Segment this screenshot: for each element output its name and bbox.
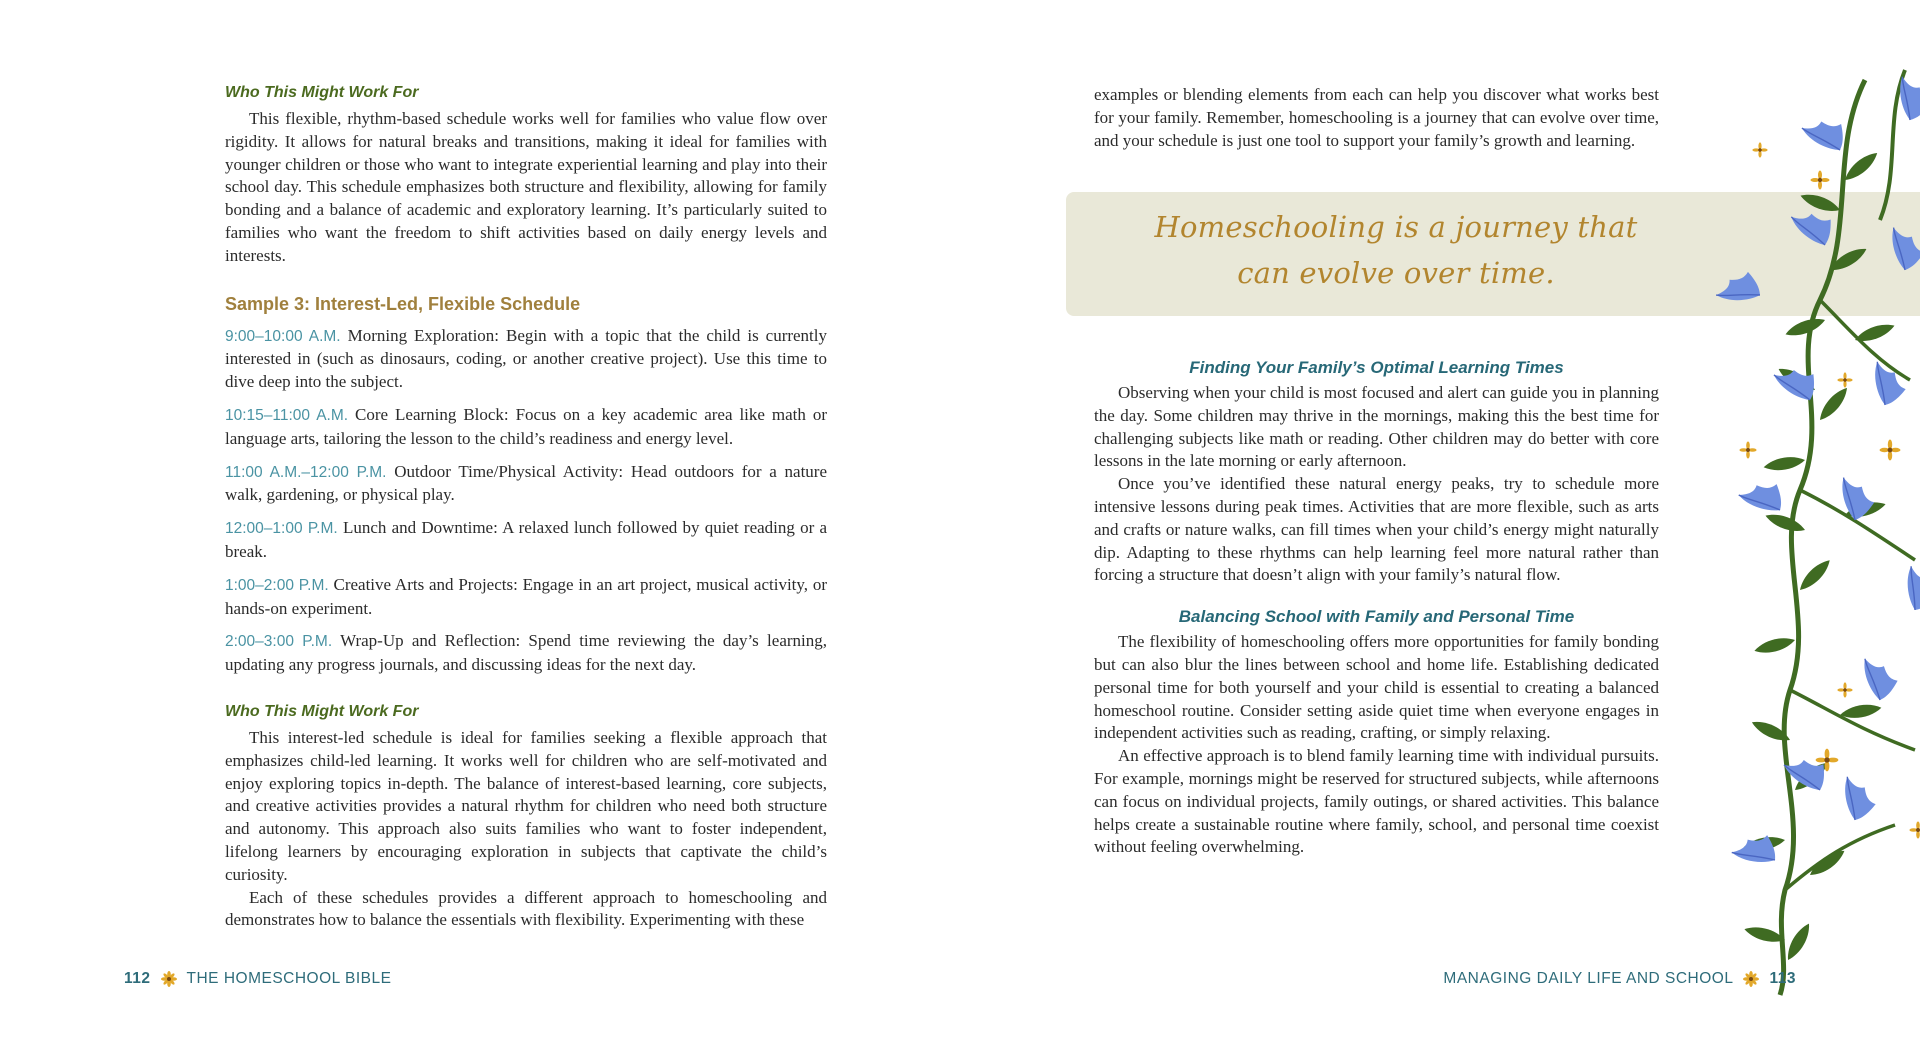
schedule-text: Lunch and Downtime: A relaxed lunch followed by quiet reading or a break. xyxy=(225,518,828,561)
schedule-text: Core Learning Block: Focus on a key academic area like math or language arts, tailoring the lesson to the child’s readiness and energy level. xyxy=(225,404,827,448)
who-paragraph-2: This interest-led schedule is ideal for families seeking a flexible approach that emphasizes child-led learning. It works well for children who are self-motivated and enjoy exploring topics in-depth. The balance of interest-based learning, core subjects, and creative activities provides a natural rhythm for children who need both structure and autonomy. This approach also suits families who want to foster independent, lifelong learners by encouraging exploration in subjects that captivate the child’s curiosity. xyxy=(225,727,827,884)
star-flower-icon xyxy=(161,971,177,987)
balancing-paragraph-2: An effective approach is to blend family learning time with individual pursuits. For example, mornings might be reserved for structured subjects, while afternoons can focus on individual projects, family outings, or shared activities. This balance helps create a sustainable routine where family, school, and personal time coexist without feeling overwhelming. xyxy=(1094,746,1659,857)
right-footer xyxy=(1443,970,1796,988)
right-column-top xyxy=(1094,84,1659,152)
schedule-text: Creative Arts and Projects: Engage in an art project, musical activity, or hands-on experiment. xyxy=(225,574,827,618)
balancing-paragraph-1: The flexibility of homeschooling offers more opportunities for family bonding but can also blur the lines between school and home life. Establishing dedicated personal time for both yourself and your child is essential to creating a balanced homeschool routine. Consider setting aside quiet time when everyone engages in independent activities such as reading, crafting, or simply relaxing. xyxy=(1094,632,1659,743)
star-flower-icon xyxy=(1743,971,1759,987)
schedule-text: Outdoor Time/Physical Activity: Head outdoors for a nature walk, gardening, or physical play. xyxy=(225,461,828,505)
who-heading-2: Who This Might Work For xyxy=(225,702,419,720)
right-column-main xyxy=(1094,358,1659,859)
chapter-title: MANAGING DAILY LIFE AND SCHOOL xyxy=(1443,970,1734,987)
schedule-item xyxy=(225,517,827,564)
schedule-item xyxy=(225,574,827,621)
quote-line-2: can evolve over time. xyxy=(1237,256,1555,290)
bluebell-vine-illustration xyxy=(1680,60,1920,1000)
continued-paragraph: examples or blending elements from each can help you discover what works best for your family. Remember, homeschooling is a journey that can evolve over time, and your schedule is just one tool to support your family’s growth and learning. xyxy=(1094,85,1659,150)
spacer xyxy=(225,687,827,703)
closing-paragraph: Each of these schedules provides a different approach to homeschooling and demonstrates how to balance the essentials with flexibility. Experimenting with these xyxy=(225,887,827,930)
schedule-item xyxy=(225,325,827,394)
schedule-time: 12:00–1:00 P.M. xyxy=(225,520,338,538)
page-number: 113 xyxy=(1769,970,1796,987)
schedule-text: Wrap-Up and Reflection: Spend time reviewing the day’s learning, updating any progress journals, and discussing ideas for the next day. xyxy=(225,631,827,675)
schedule-time: 10:15–11:00 A.M. xyxy=(225,406,349,424)
schedule-item xyxy=(225,461,827,508)
who-heading-1: Who This Might Work For xyxy=(225,84,419,101)
schedule-item xyxy=(225,404,827,451)
optimal-times-paragraph-1: Observing when your child is most focused and alert can guide you in planning the day. Some children may thrive in the mornings, making this the best time for challenging subjects like math or reading. Other children may do better with core lessons in the late morning or early afternoon. xyxy=(1094,383,1659,471)
optimal-times-paragraph-2: Once you’ve identified these natural energy peaks, try to schedule more intensive lessons during peak times. Activities that are more flexible, such as arts and crafts or nature walks, can fill times when your child’s energy might naturally dip. Adapting to these rhythms can help learning feel more natural rather than forcing a structure that doesn’t align with your family’s natural flow. xyxy=(1094,474,1659,585)
spacer xyxy=(1094,587,1659,607)
schedule-time: 1:00–2:00 P.M. xyxy=(225,576,329,594)
left-footer xyxy=(124,970,391,988)
who-paragraph-1: This flexible, rhythm-based schedule works well for families who value flow over rigidity. It allows for natural breaks and transitions, making it ideal for families with younger children or those who want to integrate experiential learning and play into their school day. This schedule emphasizes both structure and flexibility, allowing for family bonding and a balance of academic and exploratory learning. It’s particularly suited to families who want the freedom to shift activities based on daily energy levels and interests. xyxy=(225,109,827,265)
balancing-heading: Balancing School with Family and Personal Time xyxy=(1178,607,1575,627)
quote-line-1: Homeschooling is a journey that xyxy=(1154,210,1638,244)
schedule-text: Morning Exploration: Begin with a topic that the child is currently interested in (such as dinosaurs, coding, or another creative project). Use this time to dive deep into the subject. xyxy=(225,325,828,392)
schedule-time: 11:00 A.M.–12:00 P.M. xyxy=(225,463,387,481)
page-number: 112 xyxy=(124,970,151,987)
left-column xyxy=(225,84,827,932)
schedule-item xyxy=(225,630,827,677)
optimal-times-heading: Finding Your Family’s Optimal Learning Times xyxy=(1189,358,1564,377)
book-title: THE HOMESCHOOL BIBLE xyxy=(186,970,392,987)
schedule-time: 2:00–3:00 P.M. xyxy=(225,633,333,651)
right-page xyxy=(960,0,1920,1051)
schedule-time: 9:00–10:00 A.M. xyxy=(225,327,341,345)
sample-3-heading: Sample 3: Interest-Led, Flexible Schedule xyxy=(225,293,581,314)
